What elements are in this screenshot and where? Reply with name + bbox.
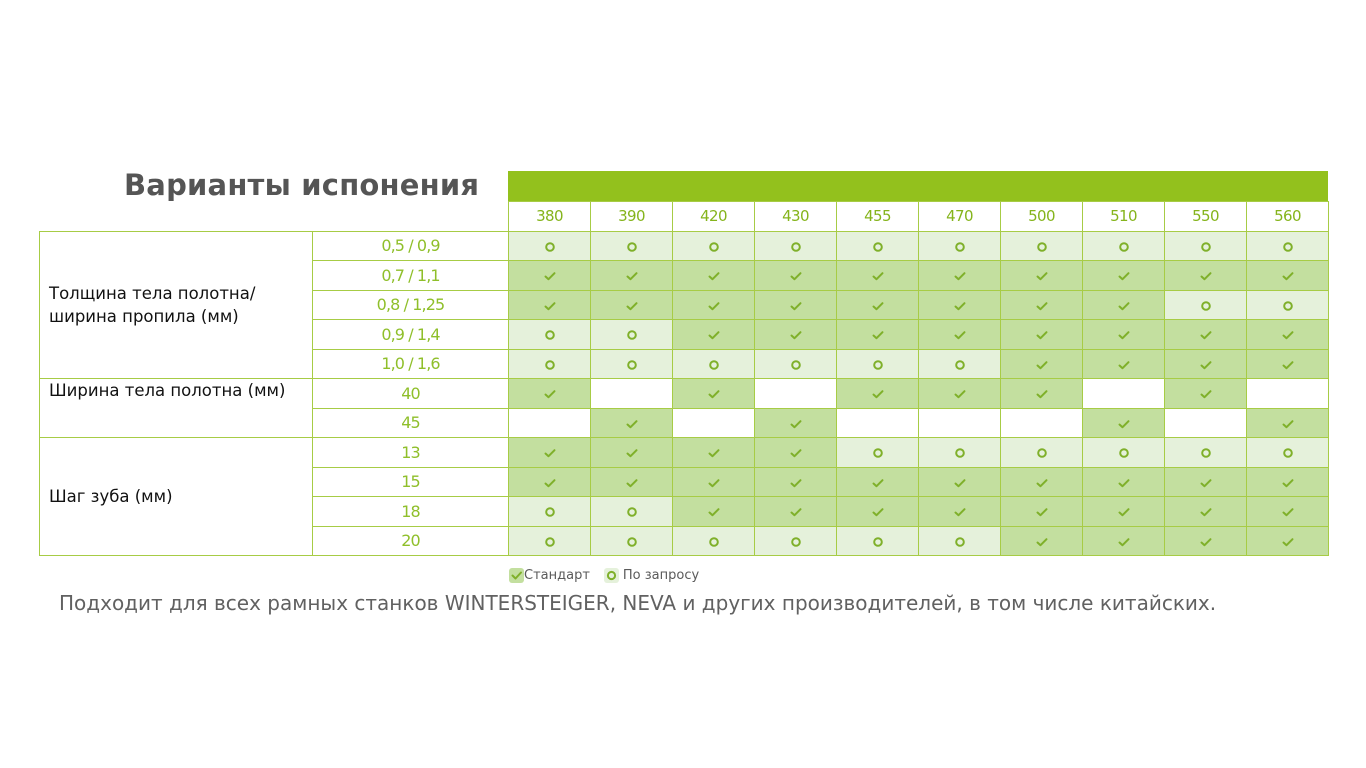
cell-standard: [673, 497, 755, 527]
cell-standard: [509, 379, 591, 409]
cell-standard: [919, 261, 1001, 291]
cell-standard: [1083, 526, 1165, 556]
circle-icon: [626, 536, 638, 548]
cell-standard: [755, 320, 837, 350]
cell-standard: [1083, 467, 1165, 497]
cell-standard: [673, 438, 755, 468]
cell-standard: [1247, 261, 1329, 291]
circle-icon: [872, 359, 884, 371]
cell-on-request: [1165, 438, 1247, 468]
check-icon: [1035, 388, 1049, 400]
check-icon: [1117, 536, 1131, 548]
circle-icon: [1200, 300, 1212, 312]
check-icon: [1035, 300, 1049, 312]
cell-standard: [1247, 497, 1329, 527]
cell-standard: [1001, 467, 1083, 497]
circle-icon: [604, 568, 619, 583]
cell-standard: [1165, 349, 1247, 379]
legend-request-swatch: [604, 568, 619, 583]
cell-standard: [673, 379, 755, 409]
row-parameter: 15: [313, 467, 509, 497]
legend-request-label: По запросу: [622, 567, 700, 583]
row-parameter: 40: [313, 379, 509, 409]
column-header: 380: [509, 202, 591, 232]
circle-icon: [1036, 447, 1048, 459]
check-icon: [789, 477, 803, 489]
check-icon: [1117, 418, 1131, 430]
row-parameter: 0,9 / 1,4: [313, 320, 509, 350]
circle-icon: [708, 359, 720, 371]
check-icon: [625, 477, 639, 489]
cell-standard: [591, 438, 673, 468]
column-header: 420: [673, 202, 755, 232]
circle-icon: [872, 447, 884, 459]
cell-standard: [591, 290, 673, 320]
check-icon: [1199, 388, 1213, 400]
check-icon: [1281, 359, 1295, 371]
check-icon: [871, 506, 885, 518]
cell-standard: [591, 261, 673, 291]
check-icon: [789, 418, 803, 430]
cell-standard: [837, 320, 919, 350]
circle-icon: [626, 506, 638, 518]
cell-standard: [837, 261, 919, 291]
check-icon: [871, 477, 885, 489]
row-parameter: 0,8 / 1,25: [313, 290, 509, 320]
cell-standard: [755, 290, 837, 320]
cell-unavailable: [919, 408, 1001, 438]
cell-on-request: [837, 231, 919, 261]
cell-standard: [1001, 261, 1083, 291]
cell-on-request: [509, 349, 591, 379]
cell-on-request: [919, 526, 1001, 556]
compatibility-note: Подходит для всех рамных станков WINTERSTEIGER, NEVA и других производителей, в том числе китайских.: [59, 591, 1217, 615]
check-icon: [1199, 506, 1213, 518]
cell-on-request: [1083, 438, 1165, 468]
circle-icon: [708, 536, 720, 548]
cell-on-request: [1165, 290, 1247, 320]
check-icon: [871, 329, 885, 341]
column-header: 390: [591, 202, 673, 232]
check-icon: [789, 270, 803, 282]
circle-icon: [544, 536, 556, 548]
check-icon: [1117, 477, 1131, 489]
cell-standard: [755, 438, 837, 468]
row-parameter: 20: [313, 526, 509, 556]
legend-standard-label: Стандарт: [524, 567, 590, 583]
cell-standard: [755, 408, 837, 438]
check-icon: [789, 300, 803, 312]
cell-on-request: [1247, 438, 1329, 468]
check-icon: [1117, 359, 1131, 371]
cell-on-request: [591, 526, 673, 556]
table-header-row: [40, 202, 1329, 232]
circle-icon: [1200, 241, 1212, 253]
row-parameter: 18: [313, 497, 509, 527]
circle-icon: [790, 359, 802, 371]
cell-standard: [1083, 349, 1165, 379]
cell-unavailable: [1083, 379, 1165, 409]
circle-icon: [1118, 241, 1130, 253]
cell-on-request: [673, 231, 755, 261]
cell-unavailable: [755, 379, 837, 409]
check-icon: [625, 418, 639, 430]
check-icon: [707, 388, 721, 400]
header-spacer: [313, 202, 509, 232]
check-icon: [1199, 477, 1213, 489]
legend-standard-swatch: [509, 568, 524, 583]
cell-standard: [1165, 497, 1247, 527]
cell-standard: [673, 261, 755, 291]
check-icon: [707, 477, 721, 489]
check-icon: [953, 388, 967, 400]
check-icon: [871, 270, 885, 282]
cell-standard: [509, 467, 591, 497]
cell-standard: [509, 261, 591, 291]
cell-standard: [1001, 320, 1083, 350]
group-label: Толщина тела полотна/ ширина пропила (мм): [40, 231, 313, 379]
cell-standard: [919, 290, 1001, 320]
check-icon: [1281, 418, 1295, 430]
circle-icon: [1118, 447, 1130, 459]
cell-on-request: [919, 349, 1001, 379]
check-icon: [707, 506, 721, 518]
cell-unavailable: [673, 408, 755, 438]
check-icon: [1035, 477, 1049, 489]
cell-on-request: [591, 231, 673, 261]
cell-on-request: [1165, 231, 1247, 261]
cell-on-request: [673, 526, 755, 556]
cell-standard: [1165, 320, 1247, 350]
check-icon: [953, 329, 967, 341]
check-icon: [1117, 270, 1131, 282]
cell-standard: [1001, 497, 1083, 527]
page-title: Варианты испонения: [124, 168, 480, 202]
circle-icon: [872, 536, 884, 548]
cell-unavailable: [509, 408, 591, 438]
circle-icon: [954, 359, 966, 371]
cell-on-request: [919, 438, 1001, 468]
check-icon: [953, 477, 967, 489]
cell-standard: [1247, 349, 1329, 379]
group-label: Шаг зуба (мм): [40, 438, 313, 556]
cell-on-request: [837, 438, 919, 468]
circle-icon: [1036, 241, 1048, 253]
cell-unavailable: [837, 408, 919, 438]
check-icon: [1035, 329, 1049, 341]
check-icon: [625, 447, 639, 459]
check-icon: [707, 300, 721, 312]
cell-on-request: [1247, 231, 1329, 261]
cell-standard: [1001, 349, 1083, 379]
circle-icon: [544, 359, 556, 371]
cell-standard: [1083, 408, 1165, 438]
circle-icon: [790, 536, 802, 548]
cell-standard: [837, 290, 919, 320]
circle-icon: [954, 447, 966, 459]
cell-standard: [1165, 379, 1247, 409]
table-header-bar: [508, 171, 1328, 201]
cell-on-request: [1001, 231, 1083, 261]
cell-standard: [509, 438, 591, 468]
check-icon: [789, 506, 803, 518]
check-icon: [543, 447, 557, 459]
options-table: [39, 201, 1329, 556]
cell-standard: [837, 379, 919, 409]
check-icon: [1281, 270, 1295, 282]
legend: [509, 566, 699, 584]
check-icon: [625, 300, 639, 312]
cell-on-request: [755, 349, 837, 379]
circle-icon: [790, 241, 802, 253]
cell-standard: [1247, 526, 1329, 556]
check-icon: [707, 447, 721, 459]
check-icon: [1281, 536, 1295, 548]
cell-standard: [1083, 320, 1165, 350]
circle-icon: [1282, 300, 1294, 312]
check-icon: [1117, 300, 1131, 312]
circle-icon: [626, 359, 638, 371]
column-header: 500: [1001, 202, 1083, 232]
cell-on-request: [919, 231, 1001, 261]
cell-standard: [755, 497, 837, 527]
cell-standard: [1083, 290, 1165, 320]
check-icon: [1035, 536, 1049, 548]
circle-icon: [544, 241, 556, 253]
check-icon: [1035, 270, 1049, 282]
cell-unavailable: [1247, 379, 1329, 409]
cell-standard: [1165, 526, 1247, 556]
cell-standard: [919, 320, 1001, 350]
circle-icon: [708, 241, 720, 253]
cell-unavailable: [591, 379, 673, 409]
cell-standard: [1001, 379, 1083, 409]
cell-standard: [1083, 261, 1165, 291]
circle-icon: [872, 241, 884, 253]
check-icon: [1281, 506, 1295, 518]
cell-on-request: [509, 320, 591, 350]
cell-standard: [591, 408, 673, 438]
column-header: 560: [1247, 202, 1329, 232]
cell-on-request: [509, 231, 591, 261]
check-icon: [953, 300, 967, 312]
check-icon: [1281, 477, 1295, 489]
group-label: Ширина тела полотна (мм): [40, 379, 313, 438]
check-icon: [543, 477, 557, 489]
check-icon: [1117, 506, 1131, 518]
row-parameter: 45: [313, 408, 509, 438]
circle-icon: [1282, 241, 1294, 253]
cell-on-request: [755, 231, 837, 261]
cell-standard: [673, 467, 755, 497]
check-icon: [1199, 270, 1213, 282]
check-icon: [953, 270, 967, 282]
cell-standard: [1247, 408, 1329, 438]
cell-on-request: [509, 497, 591, 527]
cell-unavailable: [1001, 408, 1083, 438]
cell-standard: [1247, 320, 1329, 350]
cell-standard: [673, 320, 755, 350]
cell-standard: [1165, 467, 1247, 497]
cell-standard: [755, 467, 837, 497]
cell-on-request: [591, 497, 673, 527]
cell-standard: [837, 497, 919, 527]
circle-icon: [544, 329, 556, 341]
table-row: [40, 379, 1329, 409]
row-parameter: 0,7 / 1,1: [313, 261, 509, 291]
check-icon: [789, 447, 803, 459]
cell-standard: [1247, 467, 1329, 497]
check-icon: [1199, 329, 1213, 341]
cell-on-request: [1001, 438, 1083, 468]
check-icon: [953, 506, 967, 518]
cell-standard: [919, 497, 1001, 527]
column-header: 550: [1165, 202, 1247, 232]
circle-icon: [544, 506, 556, 518]
cell-on-request: [755, 526, 837, 556]
circle-icon: [1282, 447, 1294, 459]
cell-standard: [1001, 526, 1083, 556]
cell-on-request: [1083, 231, 1165, 261]
cell-standard: [755, 261, 837, 291]
cell-standard: [1083, 497, 1165, 527]
check-icon: [871, 300, 885, 312]
check-icon: [625, 270, 639, 282]
row-parameter: 1,0 / 1,6: [313, 349, 509, 379]
check-icon: [509, 568, 524, 583]
check-icon: [1199, 359, 1213, 371]
circle-icon: [954, 241, 966, 253]
cell-standard: [837, 467, 919, 497]
cell-on-request: [673, 349, 755, 379]
cell-on-request: [509, 526, 591, 556]
cell-on-request: [591, 320, 673, 350]
check-icon: [871, 388, 885, 400]
check-icon: [1117, 329, 1131, 341]
circle-icon: [954, 536, 966, 548]
column-header: 470: [919, 202, 1001, 232]
check-icon: [543, 300, 557, 312]
circle-icon: [1200, 447, 1212, 459]
header-spacer: [40, 202, 313, 232]
check-icon: [707, 329, 721, 341]
column-header: 510: [1083, 202, 1165, 232]
circle-icon: [626, 241, 638, 253]
cell-on-request: [837, 349, 919, 379]
cell-on-request: [837, 526, 919, 556]
check-icon: [1035, 359, 1049, 371]
check-icon: [1035, 506, 1049, 518]
table-row: [40, 438, 1329, 468]
check-icon: [543, 270, 557, 282]
circle-icon: [626, 329, 638, 341]
cell-standard: [1001, 290, 1083, 320]
cell-standard: [919, 379, 1001, 409]
row-parameter: 0,5 / 0,9: [313, 231, 509, 261]
row-parameter: 13: [313, 438, 509, 468]
cell-standard: [509, 290, 591, 320]
check-icon: [1281, 329, 1295, 341]
cell-on-request: [1247, 290, 1329, 320]
cell-on-request: [591, 349, 673, 379]
column-header: 430: [755, 202, 837, 232]
cell-standard: [673, 290, 755, 320]
cell-standard: [919, 467, 1001, 497]
check-icon: [543, 388, 557, 400]
column-header: 455: [837, 202, 919, 232]
check-icon: [1199, 536, 1213, 548]
check-icon: [707, 270, 721, 282]
cell-unavailable: [1165, 408, 1247, 438]
cell-standard: [1165, 261, 1247, 291]
cell-standard: [591, 467, 673, 497]
table-row: [40, 231, 1329, 261]
check-icon: [789, 329, 803, 341]
